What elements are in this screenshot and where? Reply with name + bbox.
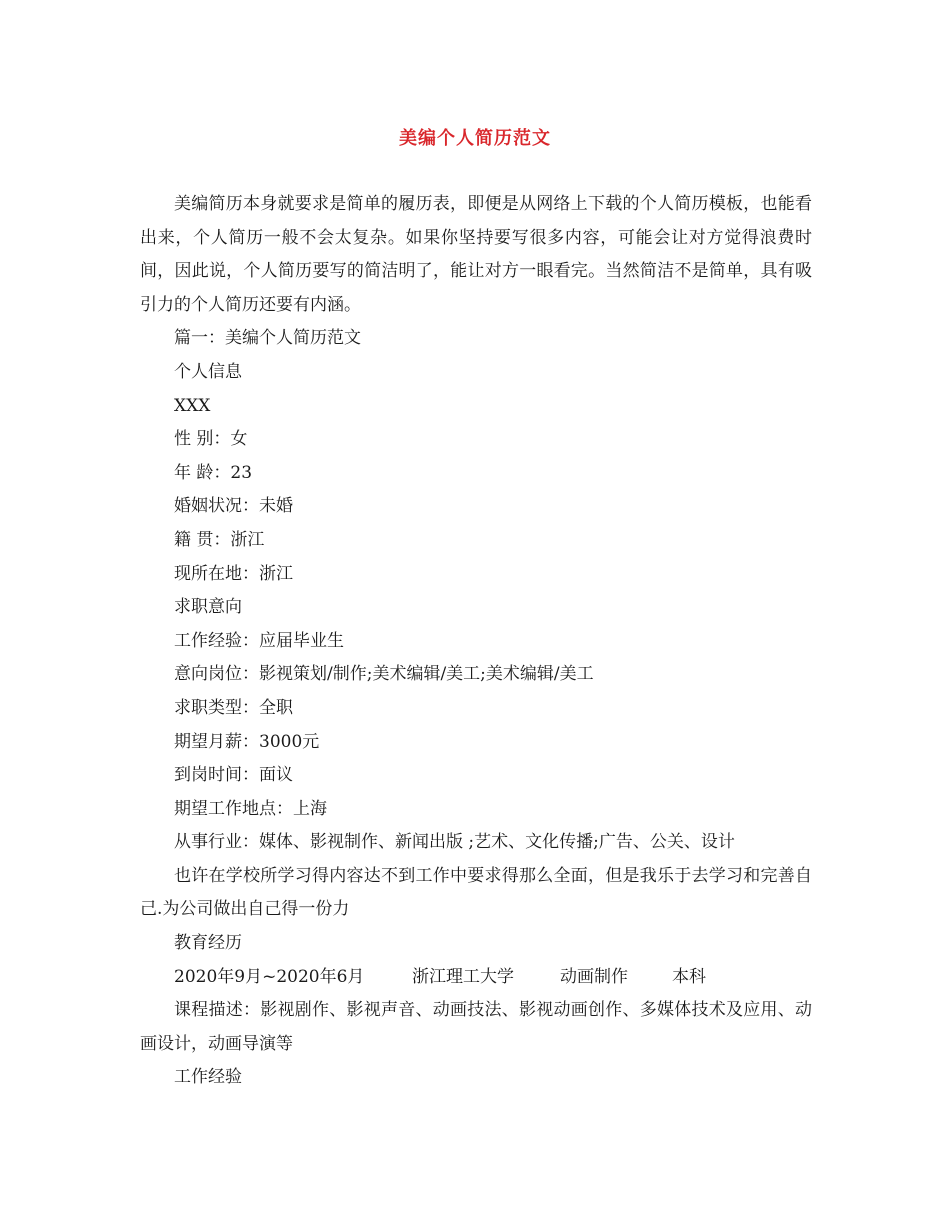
name-line: XXX <box>174 395 211 416</box>
courses-paragraph: 课程描述：影视剧作、影视声音、动画技法、影视动画创作、多媒体技术及应用、动画设计，动画导演等 <box>140 1000 812 1054</box>
gender-line: 性 别：女 <box>174 429 248 450</box>
education-school: 浙江理工大学 <box>412 966 514 987</box>
education-period: 2020年9月~2020年6月 <box>174 966 365 987</box>
statement-paragraph: 也许在学校所学习得内容达不到工作中要求得那么全面，但是我乐于去学习和完善自己.为公司做出自己得一份力 <box>140 865 812 920</box>
positions-line: 意向岗位：影视策划/制作;美术编辑/美工;美术编辑/美工 <box>174 664 594 685</box>
document-body <box>140 188 812 1095</box>
experience-line: 工作经验：应届毕业生 <box>174 630 344 651</box>
arrival-line: 到岗时间：面议 <box>174 765 293 786</box>
document-title: 美编个人简历范文 <box>399 128 551 149</box>
hometown-line: 籍 贯：浙江 <box>174 529 265 550</box>
location-line: 现所在地：浙江 <box>174 563 293 584</box>
part-heading: 篇一：美编个人简历范文 <box>174 328 361 349</box>
work-experience-heading: 工作经验 <box>174 1067 242 1088</box>
marital-line: 婚姻状况：未婚 <box>174 496 293 517</box>
personal-info-heading: 个人信息 <box>174 361 242 382</box>
salary-line: 期望月薪：3000元 <box>174 731 320 752</box>
job-type-line: 求职类型：全职 <box>174 697 293 718</box>
age-line: 年 龄：23 <box>174 462 253 483</box>
industry-line: 从事行业：媒体、影视制作、新闻出版 ;艺术、文化传播;广告、公关、设计 <box>174 832 735 853</box>
education-heading: 教育经历 <box>174 933 242 954</box>
intro-paragraph: 美编简历本身就要求是简单的履历表，即便是从网络上下载的个人简历模板，也能看出来，个人简历一般不会太复杂。如果你坚持要写很多内容，可能会让对方觉得浪费时间，因此说，个人简历要写的简洁明了，能让对方一眼看完。当然简洁不是简单，具有吸引力的个人简历还要有内涵。 <box>140 194 812 315</box>
education-degree: 本科 <box>672 966 706 987</box>
education-major: 动画制作 <box>560 966 628 987</box>
job-intent-heading: 求职意向 <box>174 597 242 618</box>
work-place-line: 期望工作地点：上海 <box>174 798 327 819</box>
education-row <box>140 961 812 995</box>
